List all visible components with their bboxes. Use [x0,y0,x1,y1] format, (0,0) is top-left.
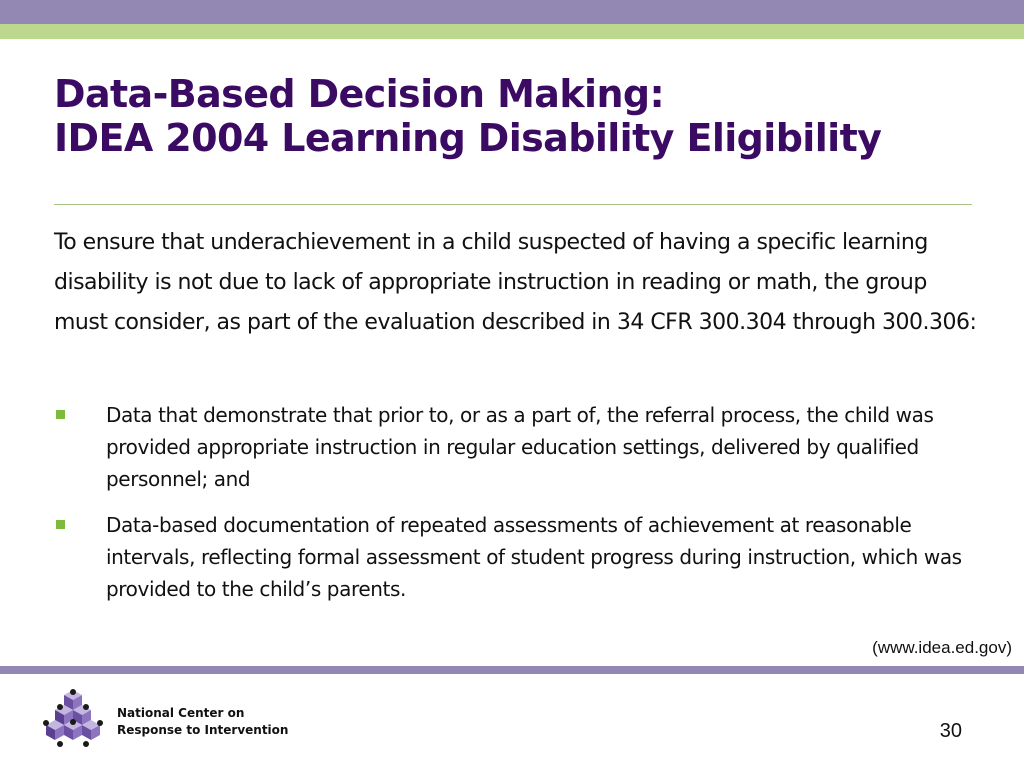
title-divider [54,204,972,205]
slide-title [54,72,1014,160]
page-number: 30 [939,720,962,742]
square-bullet-icon [56,410,65,419]
top-bar [0,0,1024,24]
organization-name-line-2: Response to Intervention [117,723,289,737]
square-bullet-icon [56,520,65,529]
intro-paragraph: To ensure that underachievement in a child suspected of having a specific learning disability is not due to lack of appropriate instruction in reading or math, the group must consider, as part of the evaluation described in 34 CFR 300.304 through 300.306: [54,230,977,335]
slide-title-line-2: IDEA 2004 Learning Disability Eligibility [54,116,882,160]
bullet-list [54,399,984,605]
nccrti-logo-icon [38,688,108,752]
source-citation: (www.idea.ed.gov) [872,638,1012,657]
slide-title-line-1: Data-Based Decision Making: [54,72,665,116]
bullet-text: Data that demonstrate that prior to, or as a part of, the referral process, the child was provided appropriate instruction in regular education settings, delivered by qualified personnel; and [106,403,934,491]
organization-name [117,705,288,739]
footer-bar [0,666,1024,674]
organization-name-line-1: National Center on [117,706,245,720]
bullet-text: Data-based documentation of repeated assessments of achievement at reasonable intervals, reflecting formal assessment of student progress during instruction, which was provided to the child’s parents. [106,513,962,601]
top-accent-bar [0,24,1024,39]
bullet-item [54,509,984,605]
bullet-item [54,399,984,495]
